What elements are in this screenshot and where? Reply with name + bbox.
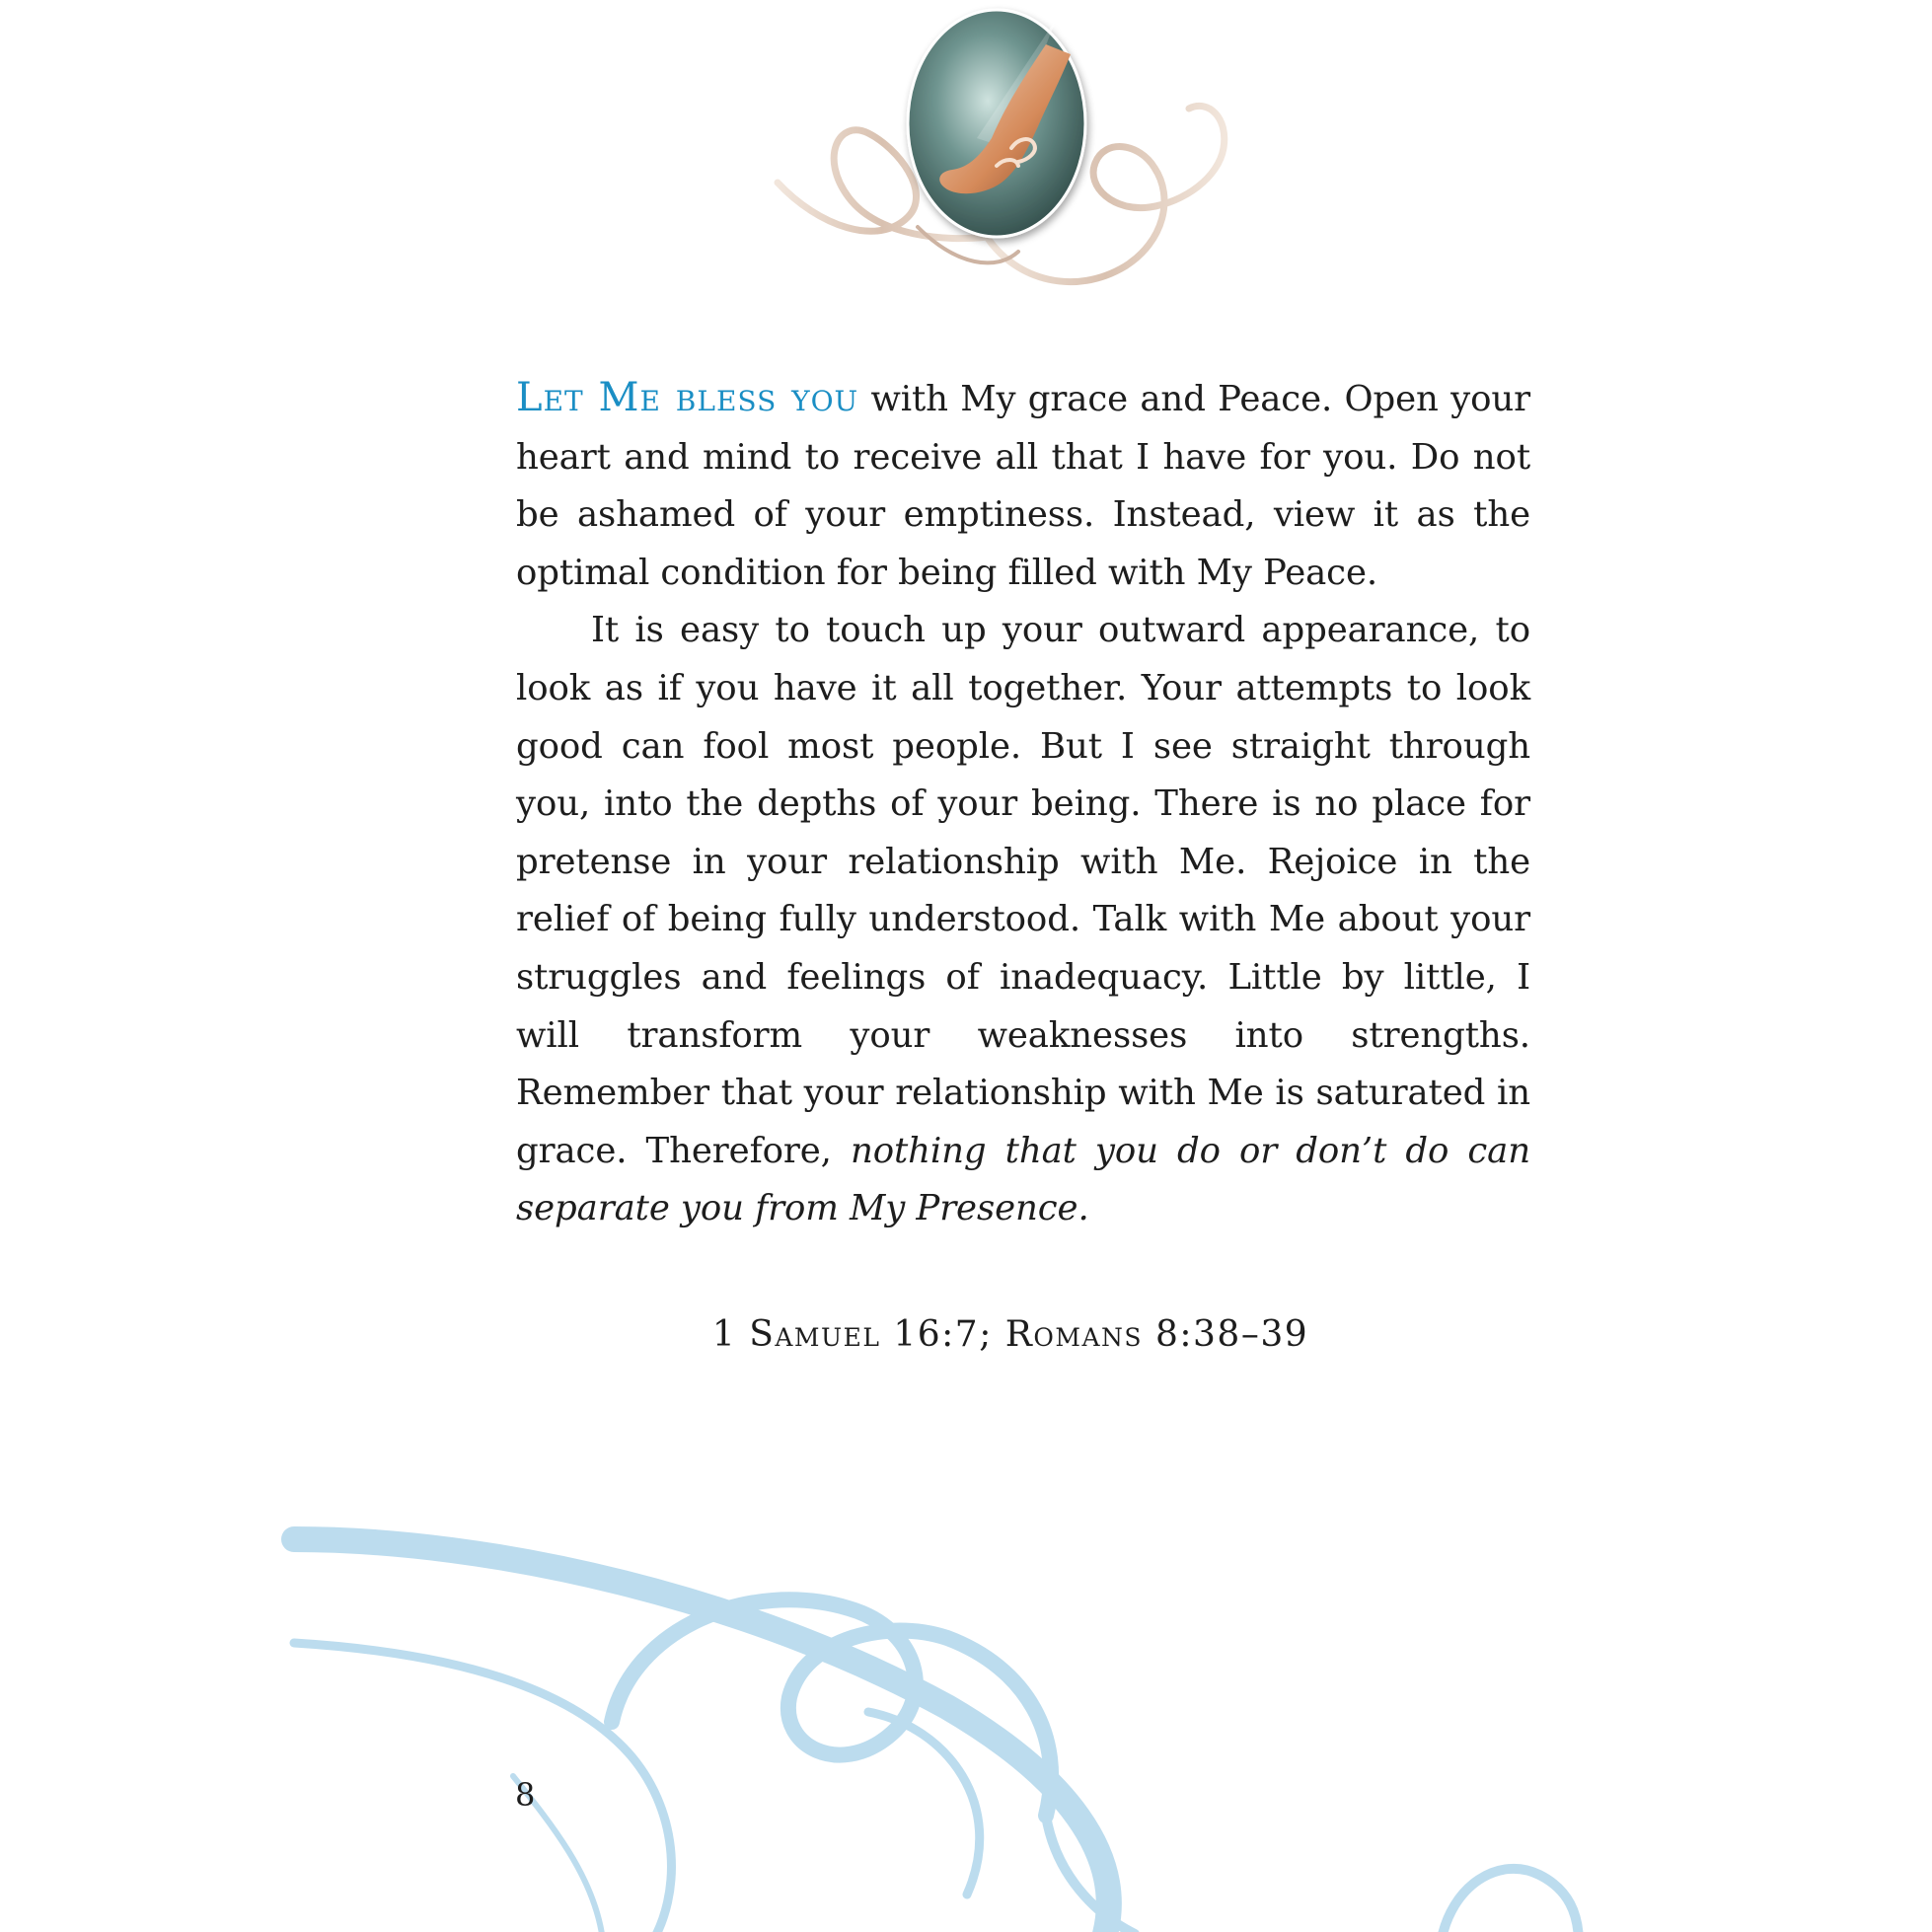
paragraph-2-italic: nothing that you do or don’t do can separate you from My Presence. — [516, 1130, 1530, 1229]
devotional-text — [516, 369, 1530, 1238]
scripture-reference — [0, 1314, 1932, 1355]
paragraph-2 — [516, 602, 1530, 1238]
lead-in-phrase: Let Me bless you — [516, 375, 859, 420]
page-number: 8 — [515, 1776, 536, 1814]
paragraph-1 — [516, 369, 1530, 602]
hand-medallion-icon — [760, 0, 1253, 306]
paragraph-1-text: with My grace and Peace. Open your heart and mind to receive all that I have for you. Do not be ashamed of your emptiness. Instead, view it as the optimal condition for being filled with My Peace. — [516, 379, 1530, 593]
blue-swirl-ornament — [0, 1480, 1932, 1932]
paragraph-2-text: It is easy to touch up your outward appearance, to look as if you have it all together. Your attempts to look good can fool most people. But I see straight through you, into the depths of your being. There is no place for pretense in your relationship with Me. Rejoice in the relief of being fully understood. Talk with Me about your struggles and feelings of inadequacy. Little by little, I will transform your weaknesses into strengths. Remember that your relationship with Me is saturated in grace. Therefore, — [516, 610, 1530, 1171]
scripture-reference-text: 1 Samuel 16:7; Romans 8:38–39 — [711, 1314, 1309, 1355]
